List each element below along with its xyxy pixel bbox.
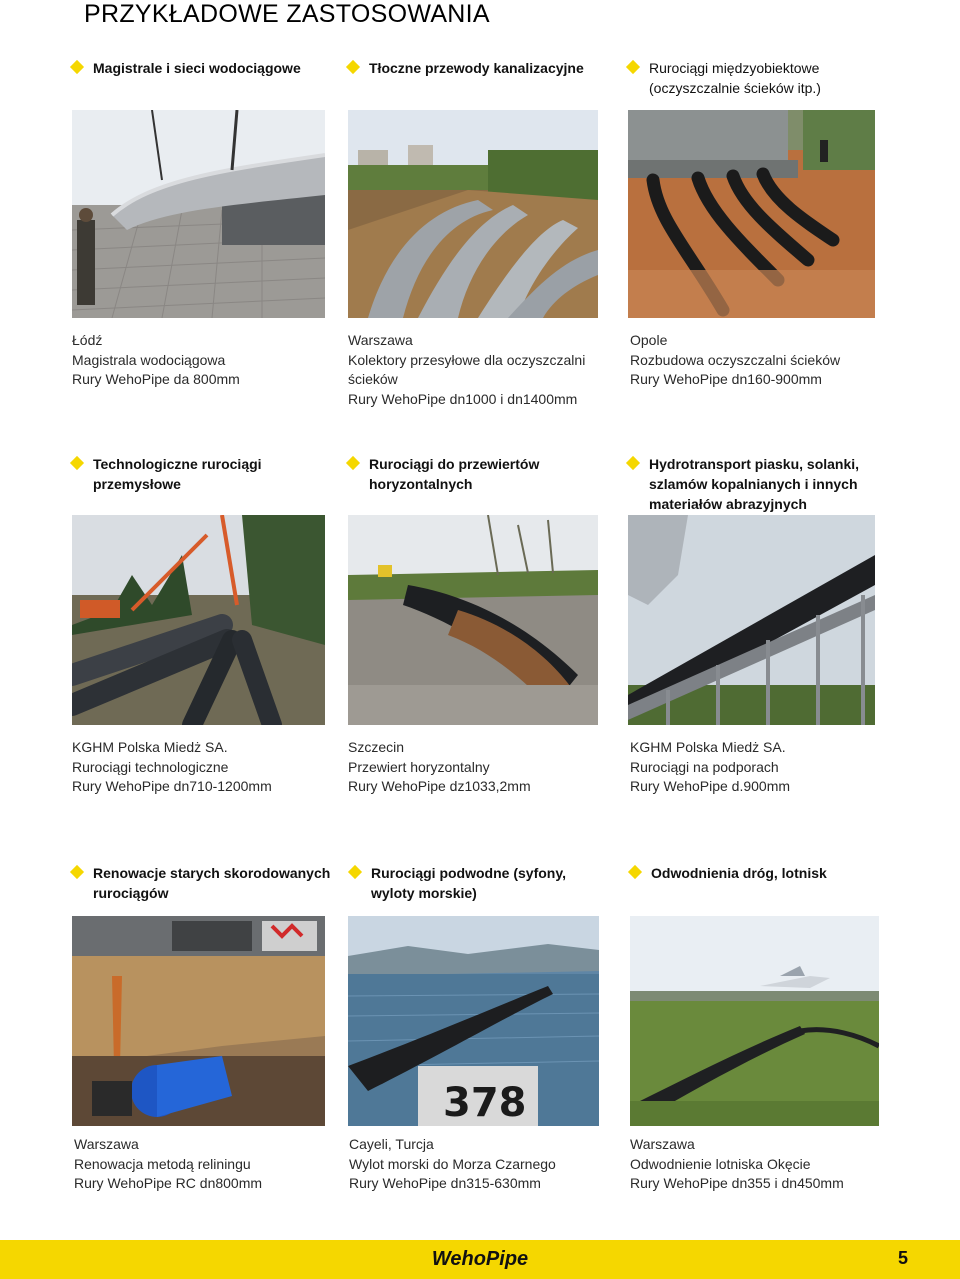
heading-interfacility-pipelines: Rurociągi międzyobiektowe (oczyszczalnie ścieków itp.) [628, 58, 928, 98]
photo-kghm-technological [72, 515, 325, 725]
caption-warszawa-relining: Warszawa Renowacja metodą reliningu Rury WehoPipe RC dn800mm [74, 1136, 263, 1191]
page-title: PRZYKŁADOWE ZASTOSOWANIA [84, 0, 490, 28]
heading-hydrotransport: Hydrotransport piasku, solanki, szlamów kopalnianych i innych materiałów abrazyjnych [628, 454, 928, 514]
photo-okecie-airport [630, 916, 879, 1126]
caption-opole: Opole Rozbudowa oczyszczalni ścieków Rury WehoPipe dn160-900mm [630, 332, 841, 387]
caption-warszawa-collectors: Warszawa Kolektory przesyłowe dla oczyszczalni ścieków Rury WehoPipe dn1000 i dn1400mm [348, 332, 586, 407]
heading-industrial-pipelines: Technologiczne rurociągi przemysłowe [72, 454, 332, 494]
heading-pressure-sewers: Tłoczne przewody kanalizacyjne [348, 58, 608, 78]
photo-lodz-water-main [72, 110, 325, 318]
photo-szczecin-drilling [348, 515, 598, 725]
heading-renovation: Renowacje starych skorodowanych rurociągów [72, 863, 342, 903]
caption-kghm-supports: KGHM Polska Miedż SA. Rurociągi na podporach Rury WehoPipe d.900mm [630, 739, 791, 794]
footer-bar [0, 1240, 960, 1279]
heading-drainage: Odwodnienia dróg, lotnisk [630, 863, 890, 883]
photo-kghm-supports [628, 515, 875, 725]
heading-horizontal-drilling: Rurociągi do przewiertów horyzontalnych [348, 454, 608, 494]
photo-opole-treatment-plant [628, 110, 875, 318]
caption-lodz: Łódź Magistrala wodociągowa Rury WehoPipe da 800mm [72, 332, 240, 387]
photo-warszawa-collectors [348, 110, 598, 318]
brand-logo: WehoPipe [431, 1248, 529, 1270]
caption-okecie: Warszawa Odwodnienie lotniska Okęcie Rury WehoPipe dn355 i dn450mm [630, 1136, 844, 1191]
caption-cayeli: Cayeli, Turcja Wylot morski do Morza Czarnego Rury WehoPipe dn315-630mm [349, 1136, 556, 1191]
page-number: 5 [897, 1248, 908, 1268]
heading-underwater-pipelines: Rurociągi podwodne (syfony, wyloty morskie) [350, 863, 610, 903]
caption-kghm-technological: KGHM Polska Miedż SA. Rurociągi technologiczne Rury WehoPipe dn710-1200mm [72, 739, 272, 794]
caption-szczecin: Szczecin Przewiert horyzontalny Rury WehoPipe dz1033,2mm [348, 739, 531, 794]
photo-cayeli-sea-outlet [348, 916, 599, 1126]
heading-water-mains: Magistrale i sieci wodociągowe [72, 58, 332, 78]
pipe-marking-text: 378 [443, 1080, 527, 1126]
photo-warszawa-relining [72, 916, 325, 1126]
